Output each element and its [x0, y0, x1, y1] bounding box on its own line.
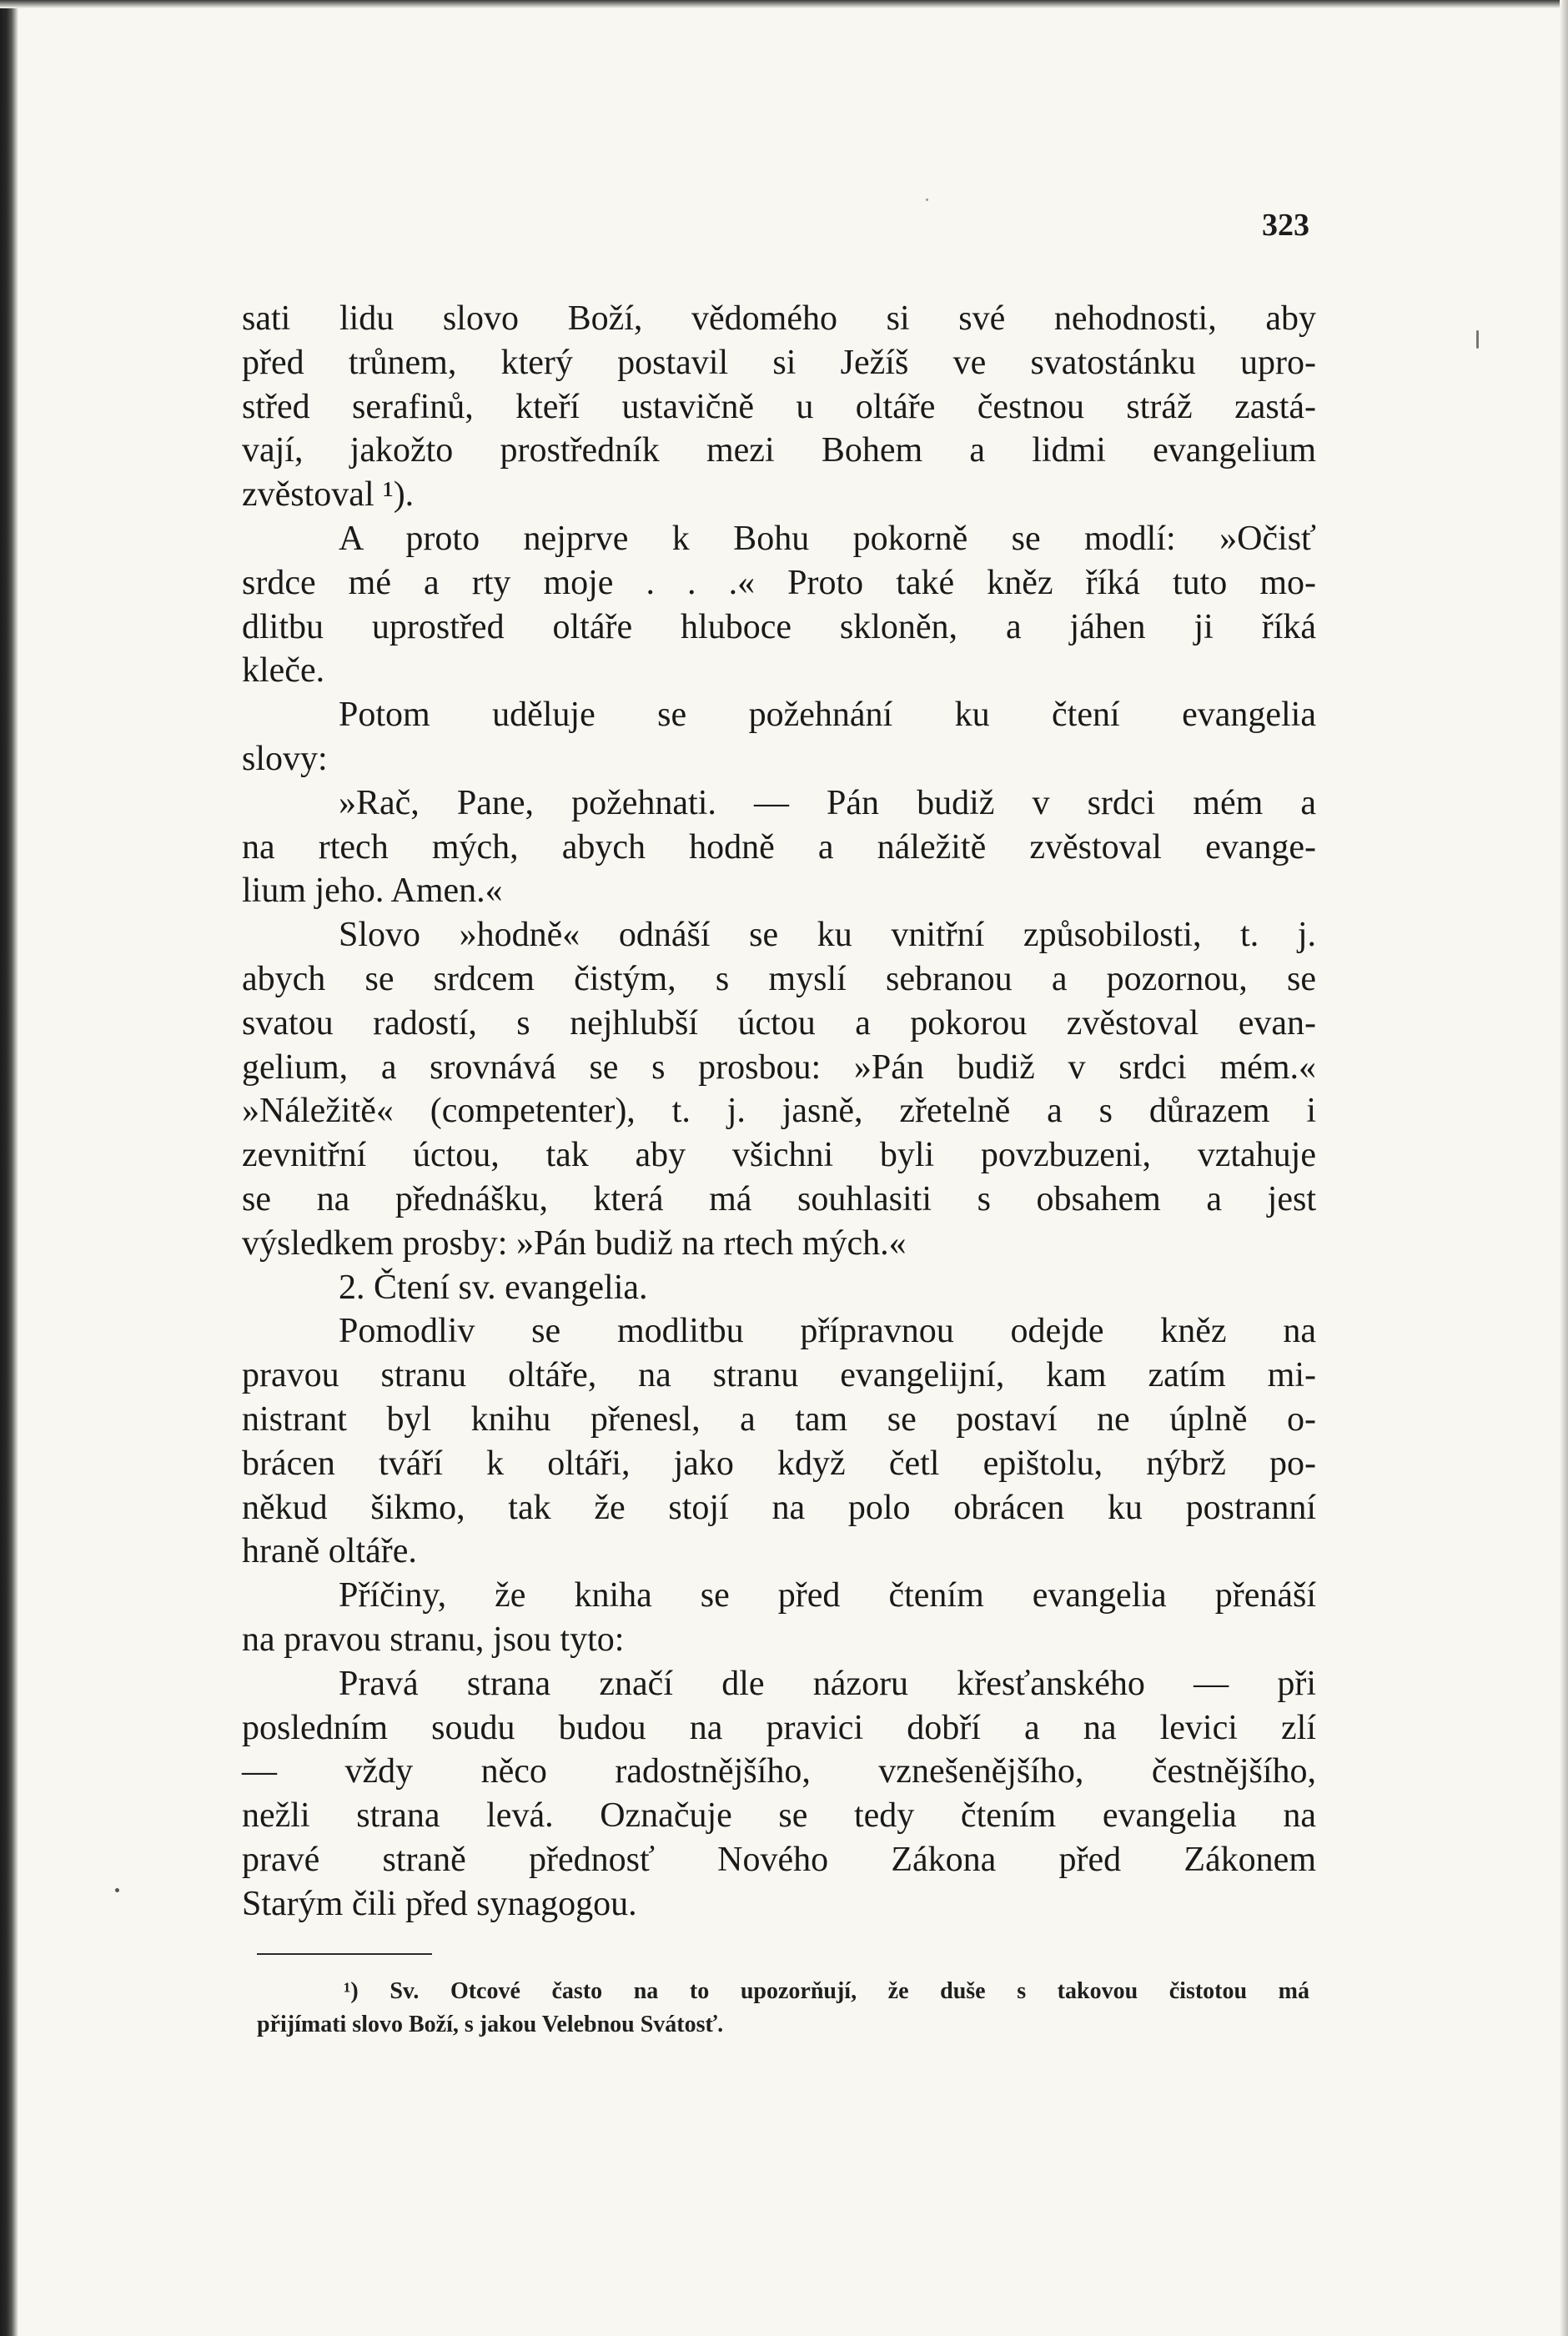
- text-line: hraně oltáře.: [242, 1532, 417, 1571]
- text-line: střed serafinů, kteří ustavičně u oltáře čestnou stráž zastá-: [242, 387, 1316, 426]
- page-right-shadow: [1560, 0, 1568, 2336]
- text-line: — vždy něco radostnějšího, vznešenějšího, čestnějšího,: [242, 1752, 1316, 1791]
- text-line: Slovo »hodně« odnáší se ku vnitřní způsobilosti, t. j.: [339, 916, 1316, 955]
- text-line: se na přednášku, která má souhlasiti s obsahem a jest: [242, 1179, 1316, 1218]
- page-number: 323: [1262, 208, 1309, 243]
- text-line: někud šikmo, tak že stojí na polo obrácen ku postranní: [242, 1488, 1316, 1527]
- body-text: [242, 297, 1316, 1926]
- footnote-line: ¹) Sv. Otcové často na to upozorňují, že duše s takovou čistotou má: [344, 1978, 1309, 2004]
- scan-speck: [115, 1888, 119, 1892]
- text-line: abych se srdcem čistým, s myslí sebranou a pozornou, se: [242, 959, 1316, 998]
- text-line: Potom uděluje se požehnání ku čtení evangelia: [339, 696, 1316, 735]
- text-line: brácen tváří k oltáři, jako když četl epištolu, nýbrž po-: [242, 1444, 1316, 1483]
- text-line: Pravá strana značí dle názoru křesťanského — při: [339, 1664, 1316, 1703]
- scan-speck: [1476, 330, 1479, 349]
- text-line: slovy:: [242, 739, 328, 778]
- text-line: Pomodliv se modlitbu přípravnou odejde kněz na: [339, 1312, 1316, 1351]
- text-line: před trůnem, který postavil si Ježíš ve svatostánku upro-: [242, 343, 1316, 382]
- text-line: nežli strana levá. Označuje se tedy čtením evangelia na: [242, 1796, 1316, 1836]
- scan-speck: [926, 198, 928, 201]
- text-line: pravé straně přednosť Nového Zákona před Zákonem: [242, 1840, 1316, 1879]
- text-line: zevnitřní úctou, tak aby všichni byli povzbuzeni, vztahuje: [242, 1136, 1316, 1175]
- text-line: posledním soudu budou na pravici dobří a na levici zlí: [242, 1708, 1316, 1747]
- footnote-line: přijímati slovo Boží, s jakou Velebnou Svátosť.: [257, 2012, 724, 2037]
- text-line: sati lidu slovo Boží, vědomého si své nehodnosti, aby: [242, 299, 1316, 338]
- text-line: dlitbu uprostřed oltáře hluboce skloněn, a jáhen ji říká: [242, 607, 1316, 646]
- text-line: na rtech mých, abych hodně a náležitě zvěstoval evange-: [242, 827, 1316, 867]
- text-line: Příčiny, že kniha se před čtením evangelia přenáší: [339, 1576, 1316, 1615]
- text-line: zvěstoval ¹).: [242, 475, 415, 515]
- text-line: gelium, a srovnává se s prosbou: »Pán budiž v srdci mém.«: [242, 1047, 1316, 1087]
- text-line: pravou stranu oltáře, na stranu evangelijní, kam zatím mi-: [242, 1356, 1316, 1395]
- text-line: vají, jakožto prostředník mezi Bohem a lidmi evangelium: [242, 431, 1316, 470]
- footnote-divider: [257, 1953, 432, 1955]
- text-line: »Rač, Pane, požehnati. — Pán budiž v srdci mém a: [339, 783, 1316, 822]
- text-line: Starým čili před synagogou.: [242, 1884, 637, 1923]
- text-line: lium jeho. Amen.«: [242, 872, 503, 911]
- text-line: svatou radostí, s nejhlubší úctou a pokorou zvěstoval evan-: [242, 1003, 1316, 1042]
- text-line: 2. Čtení sv. evangelia.: [339, 1268, 648, 1307]
- footnotes: [257, 1975, 1309, 2042]
- text-line: »Náležitě« (competenter), t. j. jasně, zřetelně a s důrazem i: [242, 1092, 1316, 1131]
- text-line: na pravou stranu, jsou tyto:: [242, 1620, 625, 1659]
- text-line: kleče.: [242, 651, 325, 691]
- page-top-shadow: [0, 0, 1568, 8]
- text-line: nistrant byl knihu přenesl, a tam se postaví ne úplně o-: [242, 1399, 1316, 1439]
- page-left-binding-shadow: [0, 0, 18, 2336]
- text-line: výsledkem prosby: »Pán budiž na rtech mých.«: [242, 1223, 907, 1263]
- text-line: A proto nejprve k Bohu pokorně se modlí: »Očisť: [339, 519, 1316, 558]
- text-line: srdce mé a rty moje . . .« Proto také kněz říká tuto mo-: [242, 563, 1316, 602]
